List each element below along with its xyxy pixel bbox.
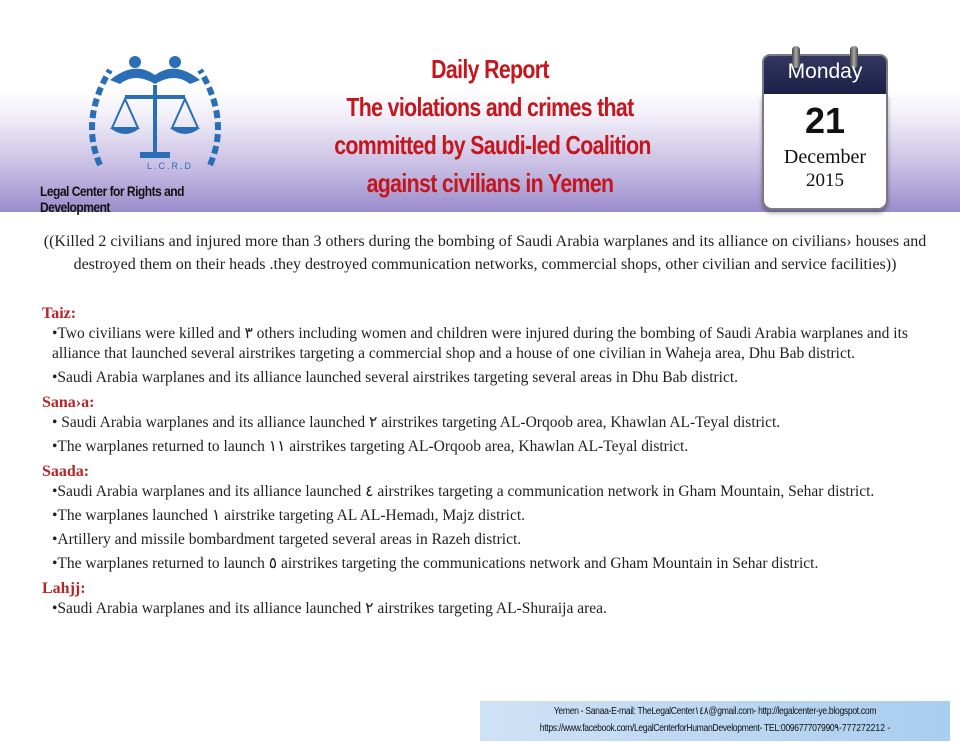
list-item: •Artillery and missile bombardment targeted several areas in Razeh district. xyxy=(52,531,522,548)
list-item: •Saudi Arabia warplanes and its alliance launched ٢ airstrikes targeting AL-Shuraija area. xyxy=(52,600,607,617)
calendar-icon xyxy=(762,46,884,214)
calendar-day: Monday xyxy=(787,60,863,83)
section-title: Lahjj: xyxy=(42,580,86,597)
title-line: committed by Saudi-led Coalition xyxy=(334,130,651,160)
calendar-month: December xyxy=(783,146,867,168)
organization-name: Legal Center for Rights and Development xyxy=(40,183,184,215)
report-body xyxy=(42,303,932,623)
contact-line-email: Yemen - Sanaa-E-mail: TheLegalCenter١٤٨@gmail.com- http://legalcenter-ye.blogspot.com xyxy=(553,705,877,717)
contact-line-phone: https://www.facebook.com/LegalCenterforHumanDevelopment- TEL:009677707990٩-777272212 - xyxy=(539,722,891,734)
title-line: against civilians in Yemen xyxy=(366,168,614,198)
calendar-year: 2015 xyxy=(806,170,844,191)
list-item: •The warplanes returned to launch ١١ airstrikes targeting AL-Orqoob area, Khawlan AL-Teyal district. xyxy=(52,438,689,455)
contact-footer xyxy=(480,701,950,741)
section-taiz xyxy=(42,303,932,388)
section-title: Sana›a: xyxy=(42,394,95,411)
section-lahjj xyxy=(42,578,932,619)
report-header xyxy=(0,0,960,215)
list-item: •Saudi Arabia warplanes and its alliance launched ٤ airstrikes targeting a communication network in Gham Mountain, Sehar district. xyxy=(52,483,875,500)
calendar-date: 21 xyxy=(804,100,846,141)
report-summary: ((Killed 2 civilians and injured more than 3 others during the bombing of Saudi Arabia warplanes and its alliance on civilians› houses and destroyed them on their heads .they destroyed communication networks, commercial shops, other civilian and service facilities)) xyxy=(43,233,927,273)
title-line: The violations and crimes that xyxy=(346,92,634,122)
section-title: Taiz: xyxy=(42,305,77,322)
report-title xyxy=(334,50,651,202)
section-sanaa xyxy=(42,392,932,457)
list-item: • Saudi Arabia warplanes and its alliance launched ٢ airstrikes targeting AL-Orqoob area, Khawlan AL-Teyal district. xyxy=(52,414,781,431)
logo-acronym: L.C.R.D xyxy=(146,161,193,171)
list-item: •The warplanes launched ١ airstrike targeting AL AL-Hemadı, Majz district. xyxy=(52,507,526,524)
title-line: Daily Report xyxy=(431,54,549,84)
list-item: •Saudi Arabia warplanes and its alliance launched several airstrikes targeting several areas in Dhu Bab district. xyxy=(52,369,739,386)
list-item: •Two civilians were killed and ٣ others including women and children were injured during the bombing of Saudi Arabia warplanes and its alliance that launched several airstrikes targeting a commercial shop and a house of one civilian in Waheja area, Dhu Bab district. xyxy=(52,325,908,362)
section-saada xyxy=(42,461,932,574)
section-title: Saada: xyxy=(42,463,90,480)
list-item: •The warplanes returned to launch ٥ airstrikes targeting the communications network and Gham Mountain in Sehar district. xyxy=(52,555,819,572)
